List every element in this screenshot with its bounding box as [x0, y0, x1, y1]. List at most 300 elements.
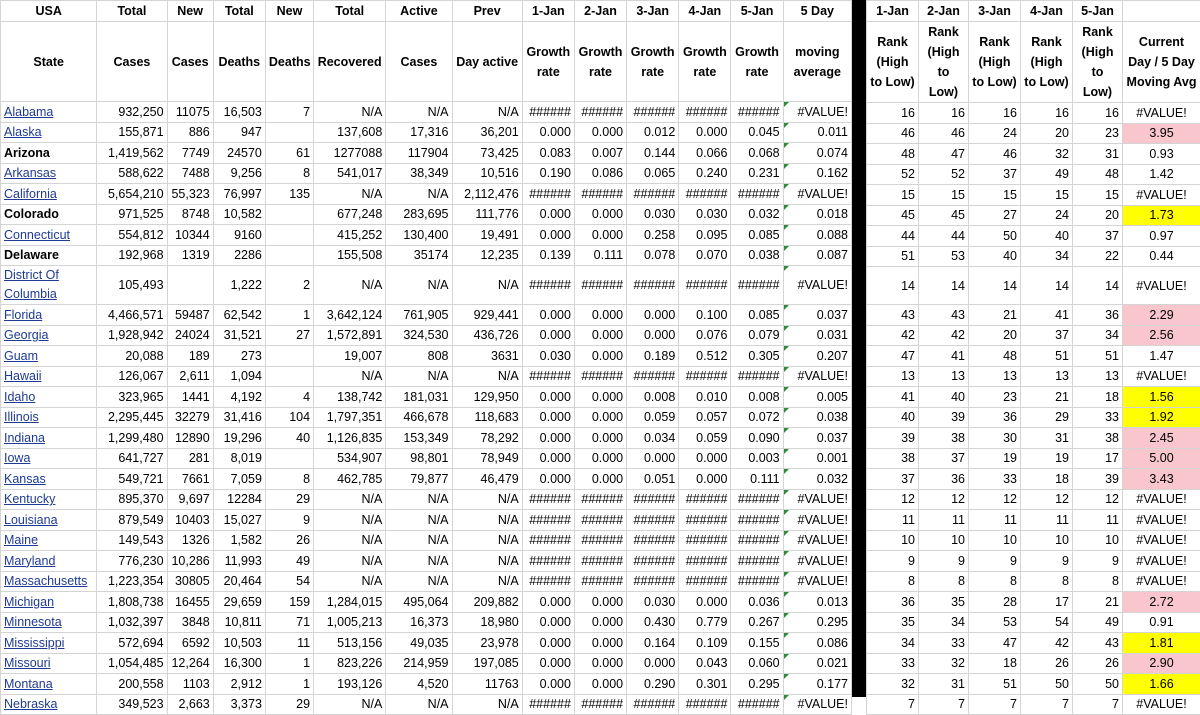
- cell[interactable]: 1,222: [213, 266, 265, 305]
- cell[interactable]: #VALUE!: [783, 551, 851, 572]
- rank-cell[interactable]: 10: [969, 530, 1021, 551]
- state-link[interactable]: Illinois: [1, 407, 97, 428]
- cell[interactable]: 18,980: [452, 612, 522, 633]
- cell[interactable]: 0.076: [679, 325, 731, 346]
- cell[interactable]: N/A: [452, 489, 522, 510]
- rank-subheader-cell-1[interactable]: Rank (High to Low): [919, 22, 969, 103]
- rank-cell[interactable]: 7: [969, 694, 1021, 715]
- cell[interactable]: 0.013: [783, 592, 851, 613]
- cell[interactable]: 761,905: [386, 305, 452, 326]
- cell[interactable]: 0.000: [679, 122, 731, 143]
- cell[interactable]: 2286: [213, 245, 265, 266]
- cell[interactable]: N/A: [386, 184, 452, 205]
- rank-cell[interactable]: 15: [1021, 185, 1073, 206]
- rank-cell[interactable]: 36: [969, 407, 1021, 428]
- ratio-cell[interactable]: #VALUE!: [1123, 489, 1200, 510]
- cell[interactable]: 0.005: [783, 387, 851, 408]
- rank-cell[interactable]: 7: [919, 694, 969, 715]
- cell[interactable]: 0.000: [574, 122, 626, 143]
- cell[interactable]: 3,642,124: [314, 305, 386, 326]
- rank-cell[interactable]: 45: [919, 205, 969, 226]
- cell[interactable]: N/A: [452, 551, 522, 572]
- cell[interactable]: 0.189: [627, 346, 679, 367]
- rank-cell[interactable]: 23: [1073, 123, 1123, 144]
- cell[interactable]: 0.000: [574, 633, 626, 654]
- rank-subheader-cell-3[interactable]: Rank (High to Low): [1021, 22, 1073, 103]
- cell[interactable]: 0.066: [679, 143, 731, 164]
- cell[interactable]: 0.301: [679, 674, 731, 695]
- rank-subheader-cell-0[interactable]: Rank (High to Low): [867, 22, 919, 103]
- ratio-cell[interactable]: 1.56: [1123, 387, 1200, 408]
- subheader-cell-2[interactable]: Cases: [167, 22, 213, 102]
- cell[interactable]: 0.038: [731, 245, 783, 266]
- cell[interactable]: 54: [265, 571, 313, 592]
- rank-cell[interactable]: 47: [969, 633, 1021, 654]
- rank-cell[interactable]: 44: [919, 226, 969, 247]
- cell[interactable]: 23,978: [452, 633, 522, 654]
- cell[interactable]: 513,156: [314, 633, 386, 654]
- rank-cell[interactable]: 9: [969, 551, 1021, 572]
- rank-cell[interactable]: 31: [1021, 428, 1073, 449]
- header-cell-7[interactable]: Prev: [452, 1, 522, 22]
- cell[interactable]: 0.032: [731, 204, 783, 225]
- cell[interactable]: N/A: [452, 571, 522, 592]
- cell[interactable]: 16,373: [386, 612, 452, 633]
- cell[interactable]: [167, 266, 213, 305]
- state-link[interactable]: Connecticut: [1, 225, 97, 246]
- ratio-cell[interactable]: #VALUE!: [1123, 694, 1200, 715]
- cell[interactable]: ######: [731, 184, 783, 205]
- cell[interactable]: 0.037: [783, 305, 851, 326]
- cell[interactable]: 0.000: [522, 407, 574, 428]
- cell[interactable]: 19,491: [452, 225, 522, 246]
- cell[interactable]: 155,871: [97, 122, 167, 143]
- cell[interactable]: 534,907: [314, 448, 386, 469]
- cell[interactable]: 7,059: [213, 469, 265, 490]
- cell[interactable]: 0.060: [731, 653, 783, 674]
- cell[interactable]: 541,017: [314, 163, 386, 184]
- cell[interactable]: 0.000: [574, 674, 626, 695]
- header-cell-12[interactable]: 5-Jan: [731, 1, 783, 22]
- cell[interactable]: 24024: [167, 325, 213, 346]
- rank-cell[interactable]: 52: [919, 164, 969, 185]
- cell[interactable]: 2,112,476: [452, 184, 522, 205]
- cell[interactable]: 0.000: [574, 305, 626, 326]
- cell[interactable]: ######: [627, 366, 679, 387]
- cell[interactable]: N/A: [452, 266, 522, 305]
- rank-cell[interactable]: 20: [969, 325, 1021, 346]
- cell[interactable]: 214,959: [386, 653, 452, 674]
- rank-header-cell-3[interactable]: 4-Jan: [1021, 1, 1073, 22]
- cell[interactable]: 4: [265, 387, 313, 408]
- rank-header-cell-0[interactable]: 1-Jan: [867, 1, 919, 22]
- cell[interactable]: ######: [731, 694, 783, 715]
- cell[interactable]: 153,349: [386, 428, 452, 449]
- cell[interactable]: 283,695: [386, 204, 452, 225]
- rank-cell[interactable]: 9: [867, 551, 919, 572]
- cell[interactable]: 200,558: [97, 674, 167, 695]
- cell[interactable]: 0.000: [574, 448, 626, 469]
- cell[interactable]: 929,441: [452, 305, 522, 326]
- cell[interactable]: ######: [522, 571, 574, 592]
- rank-cell[interactable]: 51: [1073, 346, 1123, 367]
- rank-cell[interactable]: 17: [1073, 448, 1123, 469]
- cell[interactable]: 572,694: [97, 633, 167, 654]
- ratio-cell[interactable]: 5.00: [1123, 448, 1200, 469]
- cell[interactable]: 466,678: [386, 407, 452, 428]
- cell[interactable]: [265, 204, 313, 225]
- rank-cell[interactable]: 10: [1073, 530, 1123, 551]
- rank-cell[interactable]: 15: [969, 185, 1021, 206]
- rank-cell[interactable]: 40: [969, 246, 1021, 267]
- state-link[interactable]: Kansas: [1, 469, 97, 490]
- rank-cell[interactable]: 50: [1073, 674, 1123, 695]
- cell[interactable]: 323,965: [97, 387, 167, 408]
- cell[interactable]: 16,300: [213, 653, 265, 674]
- rank-cell[interactable]: 19: [1021, 448, 1073, 469]
- cell[interactable]: ######: [574, 694, 626, 715]
- header-cell-8[interactable]: 1-Jan: [522, 1, 574, 22]
- cell[interactable]: 29: [265, 694, 313, 715]
- cell[interactable]: 0.305: [731, 346, 783, 367]
- rank-cell[interactable]: 51: [867, 246, 919, 267]
- rank-subheader-cell-2[interactable]: Rank (High to Low): [969, 22, 1021, 103]
- cell[interactable]: 0.059: [627, 407, 679, 428]
- cell[interactable]: 1,054,485: [97, 653, 167, 674]
- rank-cell[interactable]: 34: [919, 612, 969, 633]
- cell[interactable]: 209,882: [452, 592, 522, 613]
- rank-cell[interactable]: 17: [1021, 592, 1073, 613]
- cell[interactable]: ######: [627, 571, 679, 592]
- rank-cell[interactable]: 37: [919, 448, 969, 469]
- rank-cell[interactable]: 32: [919, 653, 969, 674]
- cell[interactable]: #VALUE!: [783, 489, 851, 510]
- cell[interactable]: 0.000: [574, 428, 626, 449]
- cell[interactable]: ######: [731, 266, 783, 305]
- ratio-cell[interactable]: 0.93: [1123, 144, 1200, 165]
- header-cell-4[interactable]: New: [265, 1, 313, 22]
- cell[interactable]: 554,812: [97, 225, 167, 246]
- cell[interactable]: 0.000: [522, 612, 574, 633]
- cell[interactable]: 0.109: [679, 633, 731, 654]
- rank-cell[interactable]: 12: [867, 489, 919, 510]
- rank-cell[interactable]: 11: [969, 510, 1021, 531]
- rank-cell[interactable]: 13: [1073, 366, 1123, 387]
- ratio-cell[interactable]: 2.45: [1123, 428, 1200, 449]
- cell[interactable]: 7661: [167, 469, 213, 490]
- rank-cell[interactable]: 16: [969, 103, 1021, 124]
- rank-cell[interactable]: 12: [969, 489, 1021, 510]
- cell[interactable]: 0.190: [522, 163, 574, 184]
- cell[interactable]: 1,094: [213, 366, 265, 387]
- cell[interactable]: 0.034: [627, 428, 679, 449]
- cell[interactable]: 0.779: [679, 612, 731, 633]
- rank-cell[interactable]: 11: [1021, 510, 1073, 531]
- cell[interactable]: ######: [574, 489, 626, 510]
- cell[interactable]: ######: [522, 530, 574, 551]
- ratio-cell[interactable]: #VALUE!: [1123, 185, 1200, 206]
- cell[interactable]: ######: [627, 551, 679, 572]
- cell[interactable]: 111,776: [452, 204, 522, 225]
- cell[interactable]: ######: [627, 530, 679, 551]
- cell[interactable]: [265, 448, 313, 469]
- cell[interactable]: N/A: [314, 184, 386, 205]
- subheader-cell-9[interactable]: Growth rate: [574, 22, 626, 102]
- cell[interactable]: 0.059: [679, 428, 731, 449]
- rank-cell[interactable]: 36: [867, 592, 919, 613]
- cell[interactable]: 1,032,397: [97, 612, 167, 633]
- cell[interactable]: 29,659: [213, 592, 265, 613]
- cell[interactable]: 0.037: [783, 428, 851, 449]
- cell[interactable]: 10,811: [213, 612, 265, 633]
- cell[interactable]: ######: [574, 551, 626, 572]
- rank-cell[interactable]: 14: [1073, 267, 1123, 305]
- cell[interactable]: ######: [679, 489, 731, 510]
- cell[interactable]: 36,201: [452, 122, 522, 143]
- cell[interactable]: #VALUE!: [783, 366, 851, 387]
- cell[interactable]: 16455: [167, 592, 213, 613]
- rank-header-cell-4[interactable]: 5-Jan: [1073, 1, 1123, 22]
- cell[interactable]: 1,299,480: [97, 428, 167, 449]
- cell[interactable]: ######: [679, 266, 731, 305]
- cell[interactable]: 2,295,445: [97, 407, 167, 428]
- cell[interactable]: 0.030: [679, 204, 731, 225]
- rank-cell[interactable]: 48: [1073, 164, 1123, 185]
- cell[interactable]: 0.032: [783, 469, 851, 490]
- cell[interactable]: 17,316: [386, 122, 452, 143]
- cell[interactable]: #VALUE!: [783, 571, 851, 592]
- cell[interactable]: 20,088: [97, 346, 167, 367]
- header-cell-13[interactable]: 5 Day: [783, 1, 851, 22]
- state-name[interactable]: Colorado: [1, 204, 97, 225]
- rank-cell[interactable]: 51: [969, 674, 1021, 695]
- cell[interactable]: 73,425: [452, 143, 522, 164]
- state-link[interactable]: California: [1, 184, 97, 205]
- cell[interactable]: 62,542: [213, 305, 265, 326]
- cell[interactable]: 0.010: [679, 387, 731, 408]
- cell[interactable]: 1,808,738: [97, 592, 167, 613]
- ratio-cell[interactable]: 0.44: [1123, 246, 1200, 267]
- rank-cell[interactable]: 50: [1021, 674, 1073, 695]
- cell[interactable]: 0.000: [574, 204, 626, 225]
- cell[interactable]: 0.018: [783, 204, 851, 225]
- cell[interactable]: N/A: [386, 266, 452, 305]
- ratio-cell[interactable]: 3.95: [1123, 123, 1200, 144]
- rank-cell[interactable]: 7: [1021, 694, 1073, 715]
- cell[interactable]: 9,697: [167, 489, 213, 510]
- rank-cell[interactable]: 29: [1021, 407, 1073, 428]
- ratio-cell[interactable]: 2.72: [1123, 592, 1200, 613]
- cell[interactable]: 6592: [167, 633, 213, 654]
- cell[interactable]: 4,466,571: [97, 305, 167, 326]
- cell[interactable]: 0.070: [679, 245, 731, 266]
- state-link[interactable]: Missouri: [1, 653, 97, 674]
- cell[interactable]: 0.000: [627, 653, 679, 674]
- cell[interactable]: 886: [167, 122, 213, 143]
- cell[interactable]: ######: [627, 102, 679, 123]
- cell[interactable]: 415,252: [314, 225, 386, 246]
- rank-cell[interactable]: 38: [867, 448, 919, 469]
- rank-cell[interactable]: 11: [1073, 510, 1123, 531]
- cell[interactable]: 0.030: [627, 204, 679, 225]
- rank-cell[interactable]: 54: [1021, 612, 1073, 633]
- rank-cell[interactable]: 14: [867, 267, 919, 305]
- cell[interactable]: N/A: [386, 551, 452, 572]
- rank-cell[interactable]: 46: [867, 123, 919, 144]
- cell[interactable]: 49: [265, 551, 313, 572]
- cell[interactable]: 78,292: [452, 428, 522, 449]
- rank-cell[interactable]: 33: [1073, 407, 1123, 428]
- cell[interactable]: 0.000: [574, 407, 626, 428]
- cell[interactable]: 1,928,942: [97, 325, 167, 346]
- cell[interactable]: 10,516: [452, 163, 522, 184]
- cell[interactable]: 193,126: [314, 674, 386, 695]
- cell[interactable]: 0.079: [731, 325, 783, 346]
- cell[interactable]: 1: [265, 305, 313, 326]
- state-link[interactable]: Iowa: [1, 448, 97, 469]
- cell[interactable]: N/A: [314, 366, 386, 387]
- cell[interactable]: 0.065: [627, 163, 679, 184]
- cell[interactable]: 79,877: [386, 469, 452, 490]
- ratio-cell[interactable]: 3.43: [1123, 469, 1200, 490]
- cell[interactable]: N/A: [452, 366, 522, 387]
- cell[interactable]: 35174: [386, 245, 452, 266]
- cell[interactable]: #VALUE!: [783, 530, 851, 551]
- rank-cell[interactable]: 43: [867, 305, 919, 326]
- cell[interactable]: 0.100: [679, 305, 731, 326]
- cell[interactable]: 71: [265, 612, 313, 633]
- rank-cell[interactable]: 13: [867, 366, 919, 387]
- cell[interactable]: N/A: [314, 102, 386, 123]
- cell[interactable]: 19,296: [213, 428, 265, 449]
- cell[interactable]: 8: [265, 469, 313, 490]
- cell[interactable]: 677,248: [314, 204, 386, 225]
- cell[interactable]: 8: [265, 163, 313, 184]
- cell[interactable]: N/A: [386, 571, 452, 592]
- cell[interactable]: 0.512: [679, 346, 731, 367]
- rank-cell[interactable]: 40: [1021, 226, 1073, 247]
- cell[interactable]: 10,503: [213, 633, 265, 654]
- cell[interactable]: [265, 225, 313, 246]
- cell[interactable]: 181,031: [386, 387, 452, 408]
- cell[interactable]: 1,284,015: [314, 592, 386, 613]
- state-link[interactable]: Kentucky: [1, 489, 97, 510]
- cell[interactable]: 31,521: [213, 325, 265, 346]
- cell[interactable]: ######: [574, 571, 626, 592]
- cell[interactable]: 16,503: [213, 102, 265, 123]
- rank-cell[interactable]: 24: [1021, 205, 1073, 226]
- state-link[interactable]: Florida: [1, 305, 97, 326]
- rank-cell[interactable]: 21: [969, 305, 1021, 326]
- subheader-cell-7[interactable]: Day active: [452, 22, 522, 102]
- cell[interactable]: 4,192: [213, 387, 265, 408]
- rank-cell[interactable]: 13: [919, 366, 969, 387]
- cell[interactable]: 0.000: [522, 592, 574, 613]
- cell[interactable]: 0.072: [731, 407, 783, 428]
- cell[interactable]: 0.030: [522, 346, 574, 367]
- cell[interactable]: 0.267: [731, 612, 783, 633]
- cell[interactable]: 10344: [167, 225, 213, 246]
- cell[interactable]: ######: [522, 510, 574, 531]
- rank-cell[interactable]: 20: [1021, 123, 1073, 144]
- cell[interactable]: N/A: [314, 571, 386, 592]
- cell[interactable]: 78,949: [452, 448, 522, 469]
- ratio-cell[interactable]: #VALUE!: [1123, 510, 1200, 531]
- cell[interactable]: 12284: [213, 489, 265, 510]
- cell[interactable]: 10,582: [213, 204, 265, 225]
- cell[interactable]: 0.430: [627, 612, 679, 633]
- cell[interactable]: N/A: [452, 510, 522, 531]
- rank-cell[interactable]: 18: [1021, 469, 1073, 490]
- cell[interactable]: 0.207: [783, 346, 851, 367]
- cell[interactable]: ######: [574, 184, 626, 205]
- cell[interactable]: 159: [265, 592, 313, 613]
- cell[interactable]: 895,370: [97, 489, 167, 510]
- cell[interactable]: 49,035: [386, 633, 452, 654]
- subheader-cell-10[interactable]: Growth rate: [627, 22, 679, 102]
- rank-cell[interactable]: 34: [867, 633, 919, 654]
- subheader-cell-13[interactable]: moving average: [783, 22, 851, 102]
- cell[interactable]: N/A: [386, 510, 452, 531]
- cell[interactable]: 12890: [167, 428, 213, 449]
- subheader-cell-0[interactable]: State: [1, 22, 97, 102]
- rank-cell[interactable]: 7: [867, 694, 919, 715]
- cell[interactable]: 0.008: [627, 387, 679, 408]
- cell[interactable]: 104: [265, 407, 313, 428]
- cell[interactable]: 3,373: [213, 694, 265, 715]
- cell[interactable]: 0.030: [627, 592, 679, 613]
- cell[interactable]: 0.000: [522, 448, 574, 469]
- rank-cell[interactable]: 16: [1073, 103, 1123, 124]
- rank-cell[interactable]: 21: [1021, 387, 1073, 408]
- rank-cell[interactable]: 40: [919, 387, 969, 408]
- cell[interactable]: 24570: [213, 143, 265, 164]
- cell[interactable]: 15,027: [213, 510, 265, 531]
- rank-cell[interactable]: 13: [1021, 366, 1073, 387]
- cell[interactable]: 0.000: [679, 469, 731, 490]
- cell[interactable]: 8,019: [213, 448, 265, 469]
- ratio-cell[interactable]: 1.66: [1123, 674, 1200, 695]
- cell[interactable]: 0.086: [783, 633, 851, 654]
- rank-cell[interactable]: 53: [969, 612, 1021, 633]
- cell[interactable]: N/A: [314, 694, 386, 715]
- cell[interactable]: 0.000: [522, 633, 574, 654]
- rank-cell[interactable]: 42: [1021, 633, 1073, 654]
- rank-header-cell-1[interactable]: 2-Jan: [919, 1, 969, 22]
- cell[interactable]: 1,005,213: [314, 612, 386, 633]
- rank-cell[interactable]: 35: [919, 592, 969, 613]
- cell[interactable]: [265, 366, 313, 387]
- ratio-cell[interactable]: 2.90: [1123, 653, 1200, 674]
- cell[interactable]: 0.000: [574, 325, 626, 346]
- rank-cell[interactable]: 33: [969, 469, 1021, 490]
- cell[interactable]: 0.000: [627, 325, 679, 346]
- rank-cell[interactable]: 45: [867, 205, 919, 226]
- state-link[interactable]: Guam: [1, 346, 97, 367]
- cell[interactable]: 10403: [167, 510, 213, 531]
- cell[interactable]: 0.095: [679, 225, 731, 246]
- cell[interactable]: 0.000: [522, 653, 574, 674]
- rank-cell[interactable]: 9: [919, 551, 969, 572]
- ratio-cell[interactable]: 0.97: [1123, 226, 1200, 247]
- cell[interactable]: 808: [386, 346, 452, 367]
- rank-cell[interactable]: 42: [867, 325, 919, 346]
- cell[interactable]: 0.021: [783, 653, 851, 674]
- cell[interactable]: 38,349: [386, 163, 452, 184]
- rank-cell[interactable]: 8: [1073, 571, 1123, 592]
- subheader-cell-1[interactable]: Cases: [97, 22, 167, 102]
- cell[interactable]: 0.295: [783, 612, 851, 633]
